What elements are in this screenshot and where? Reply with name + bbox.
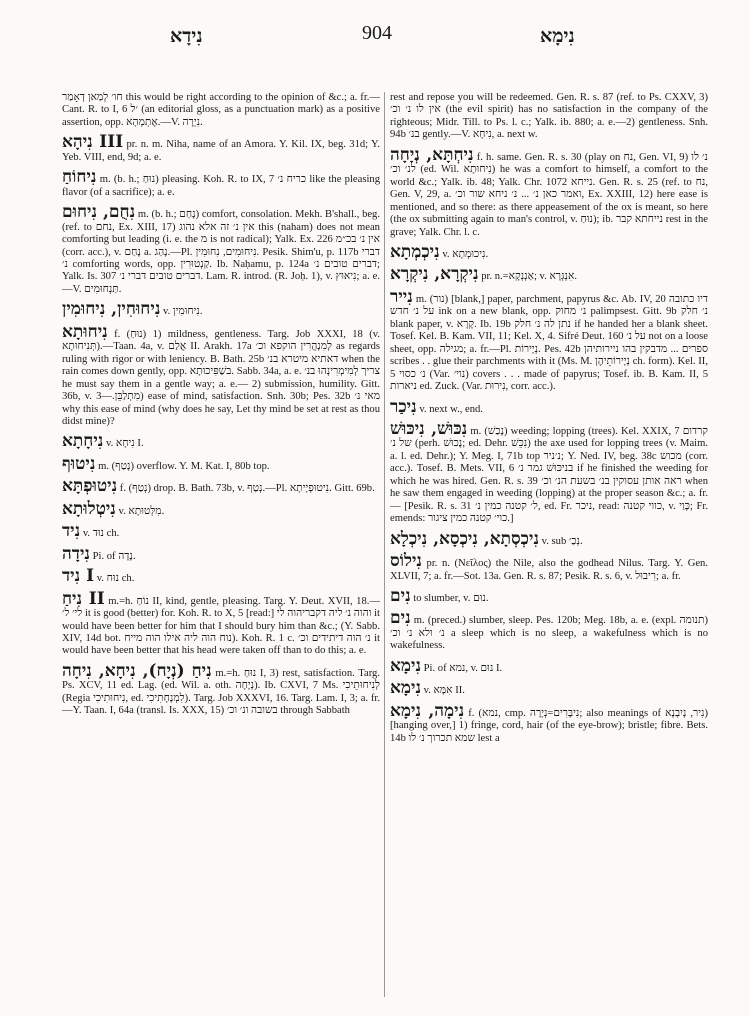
entry-definition: v. נִיכוּמְתָא. — [442, 248, 489, 260]
dictionary-entry — [62, 498, 380, 519]
entry-definition: v. sub נְכַ׳. — [541, 535, 583, 547]
dictionary-entry — [390, 241, 708, 262]
entry-headword: נִימָא — [390, 678, 421, 699]
entry-headword: נִיד — [62, 521, 81, 542]
dictionary-entry — [390, 92, 708, 142]
dictionary-entry — [390, 266, 708, 283]
page-number: 904 — [362, 22, 392, 44]
entry-headword: נִייר — [390, 286, 413, 307]
entry-headword: נִכּוּשׁ, נִיכּוּשׁ — [390, 418, 468, 439]
entry-definition: m. (b. h.; נוּחַ) pleasing. Koh. R. to IX, 7 כריח נ׳ like the pleasing flavor (of a sacrifice); a. e. — [62, 174, 380, 198]
left-running-head: נִידָא — [170, 26, 203, 47]
entry-headword: נִימָה, נִימָא — [390, 700, 465, 721]
entry-headword: נִיחוּחִין, נִיחוּמִין — [62, 299, 161, 320]
entry-headword: נִימָא — [390, 655, 421, 676]
right-column — [390, 92, 708, 1004]
entry-headword: נִיכְמְתָא — [390, 241, 440, 262]
dictionary-entry — [390, 144, 708, 239]
entry-definition: m. (נָכַשׁ) weeding; lopping (trees). Kel. XXIX, 7 קרדום של נ׳ (perh. נָכוּשׁ; ed. Dehr. נִכֵּשׁ) the axe used for lopping trees (v. Maim. a. l. ed. Dehr.); Y. Meg. I, 71b top נ׳ניר; Y. Ned. IV, beg. 38c מכוש (corr. acc.). Tosef. B. Mets. VII, 6 בניכּוּשׁ גמר נ׳ if he finished the weeding for which he was hired. Gen. R. s. 39 ראה אותן עסוקין בנ׳ בשעת הנ׳ וכ׳ when he saw them engaged in weeding (lopping) at the proper season &c.; a. fr.— [Pesik. R. s. 31 ל׳ קטנה כמין נ׳, ed. Fr. ניכר, read: כווי קטנה, v. כָּוַי; Fr. emends: כוי׳ קטנה כמין ציגור.] — [390, 425, 708, 525]
entry-definition: m. (b. h.; נָחַם) comfort, consolation. Mekh. B'shall., beg. (ref. to נחם, Ex. XIII, 17) אין נ׳ זה אלא נהוג this (naham) does not mean comforting but leading (i. e. the מ is not radical); Yalk. Ex. 226 אין נ׳ בכ״מ (corr. acc.), v. נָחַם a. נָהַג.—Pl. נִיחוּמִים, נִחוּמִין. Pesik. Shim'u, p. 117b דברי נ׳ comforting words, opp. קַנְטוּרִין. Ib. Naḥamu, p. 124a דברים טובים נ׳; Yalk. Is. 307 דברים טובים דברי נ׳. Lam. R. introd. (R. Joḥ. 1), v. נִיאוּץ; a. e.—V. תַּנְחוּמִים. — [62, 209, 380, 295]
entry-definition: v. נִיחוּמִין. — [163, 306, 203, 318]
entry-definition: to slumber, v. נוּם. — [413, 592, 489, 604]
entry-headword: נִיכְסְתָא, נִיכְסָא, נִיכְלָא — [390, 528, 539, 549]
entry-headword: נִיחוּתָא — [62, 321, 108, 342]
dictionary-entry — [62, 523, 380, 540]
entry-headword: נִיחָתָא — [62, 431, 104, 452]
entry-headword: נִידָה — [62, 543, 90, 564]
entry-definition: pr. n. m. Niha, name of an Amora. Y. Kil. IX, beg. 31d; Y. Yeb. VIII, end, 9d; a. e. — [62, 139, 380, 163]
entry-headword: נִיחַ II — [62, 588, 105, 609]
entry-headword: נִיקְרָא, נִיקְרָא — [390, 264, 479, 285]
dictionary-entry — [62, 433, 380, 450]
entry-headword: נִיחְתָּא, נְיָחָה — [390, 144, 474, 165]
entry-headword: נִיהָא III — [62, 132, 124, 153]
entry-headword: נִיד I — [62, 566, 95, 587]
entry-definition: v. נוּח ch. — [96, 573, 135, 585]
entry-definition: v. next w., end. — [419, 403, 483, 415]
entry-headword: נִילוֹס — [390, 551, 422, 572]
dictionary-entry — [62, 321, 380, 429]
entry-definition: f. (נְטַף) drop. B. Bath. 73b, v. נְטַף.—Pl. נִיטוּפְיָיתָא. Gitt. 69b. — [119, 483, 375, 495]
entry-headword: נִיטוּפְתָּא — [62, 476, 118, 497]
entry-headword: נִיחַ (נְיָח), נִיחָא, נִיחָה — [62, 660, 212, 681]
entry-definition: m. (נָטַף) overflow. Y. M. Kat. I, 80b top. — [98, 460, 270, 472]
entry-headword: נִיטְלוּתָא — [62, 498, 116, 519]
dictionary-entry — [390, 286, 708, 394]
entry-headword: נִיכַר — [390, 396, 417, 417]
entry-definition: pr. n.=אַנְנְקָא; v. אִנְגְּרָא. — [481, 271, 577, 283]
entry-definition: v. נִיחָא I. — [106, 438, 144, 450]
entry-headword: נִחֻם, נִיחוּם — [62, 202, 136, 223]
entry-headword: נִיחוֹחַ — [62, 167, 97, 188]
entry-headword: נִיטוּף — [62, 453, 96, 474]
entry-definition: m.=h. נוּחַ I, 3) rest, satisfaction. Targ. Ps. XCV, 11 ed. Lag. (ed. Wil. a. oth. נְיָחָה). Ib. CXVI, 7 Ms. לְנִיחוּתֵיכִי (Regia נִיחוּתִיכִי, ed. לִמְנָחָתִיכִי). Targ. Job XXXVI, 16. Targ. Lam. I, 3; a. fr.—Y. Taan. I, 64a (transl. Is. XXX, 15) בשובה ונ׳ וכ׳ through Sabbath — [62, 667, 380, 717]
dictionary-entry — [390, 553, 708, 583]
entry-headword: נִים — [390, 608, 411, 629]
dictionary-entry — [390, 528, 708, 549]
left-column — [62, 92, 380, 1004]
dictionary-entry — [390, 610, 708, 652]
entry-definition: pr. n. (Νεῖλος) the Nile, also the godhead Nilus. Targ. Y. Gen. XLVII, 7; a. fr.—Sot. 13a. Gen. R. s. 87; Pesik. R. s. 6, v. רִיבוּל; a. fr. — [390, 558, 708, 582]
entry-definition: f. h. same. Gen. R. s. 30 (play on נח, Gen. VI, 9) נ׳ לו לנ׳ וכ׳ (ed. Wil. נִיחוּתָא) he was a comfort to himself, a comfort to the world &c.; Yalk. ib. 48; Yalk. Chr. 1072 נייחא. Gen. R. s. 25 (ref. to נח, Gen. V, 29, a. ואמר כאן נ׳ ... נ׳ ניחא שור וכ׳, Ex. XXIII, 12) here ease is mentioned, and so there: as there appeasement of the ox is meant, so here (the ox submitting again to man's control, v. נוּחַ); ib. נייחתא קבר rest in the grave; Yalk. Chr. l. c. — [390, 151, 708, 238]
column-divider — [384, 92, 385, 997]
dictionary-entry — [62, 301, 380, 318]
dictionary-entry — [62, 478, 380, 495]
entry-definition: v. מִלְּטוּתָא. — [118, 505, 165, 517]
entry-definition: m. (נור) [blank,] paper, parchment, papyrus &c. Ab. IV, 20 דיו כתובה על נ׳ חדש ink on a new blank, opp. נ׳ מחוק palimpsest. Gitt. 9b נ׳ חלק blank paper, v. קָרָא. Ib. 19b נתן לה נ׳ חלק if he handed her a blank sheet. Tosef. Kel. B. Kam. VII, 11; Kel. X, 4. Sifré Deut. 160 על נ׳ not on a loose sheet, opp. מגילה; a. fr.—Pl. נְיָירוֹת. Pes. 42b ספרים ... מדבקין בהו ניירותיהן scribes . . glue their parchments with it (Ms. M. נְיָירוֹתֵיהֶן ch. form). Kel. II, 5 נ׳ כסוי (Var. נוי׳) covers . . . made of papyrus; Tosef. ib. B. Kam. II, 5 ניארות ed. Zuck. (Var. נִירוּת, corr. acc.). — [390, 293, 708, 393]
entry-headword: נִים — [390, 585, 411, 606]
entry-definition: f. (נמא, cmp. נִיבָּרִים=נְיָרָה; also meanings of נִיר, נְיִבְנָא) [hanging over,] 1) fringe, cord, hair (of the eye-brow); bristle; fibre. Bets. 14b שמא תכרוך נ׳ לו lest a — [390, 707, 708, 744]
dictionary-entry — [62, 92, 380, 129]
entry-definition: חו׳ לְמַאן דְאָמַר this would be right according to the opinion of &c.; a. fr.—Cant. R. to I, 6 ׳ל (an editorial gloss, as a punctuation mark) as a positive assertion, opp. אֶתְמְהָא.—V. נִיְרָה. — [62, 92, 380, 128]
entry-definition: Pi. of נָדָה. — [92, 550, 136, 562]
entry-definition: v. נוּד ch. — [82, 528, 120, 540]
right-running-head: נִימָא — [540, 26, 575, 47]
dictionary-entry — [62, 543, 380, 564]
page-header — [0, 18, 750, 58]
dictionary-entry — [390, 700, 708, 745]
dictionary-entry — [390, 680, 708, 697]
dictionary-entry — [62, 568, 380, 585]
dictionary-entry — [62, 453, 380, 474]
dictionary-entry — [62, 588, 380, 658]
dictionary-entry — [390, 655, 708, 676]
dictionary-entry — [62, 169, 380, 199]
entry-definition: v. אִמָּא II. — [423, 685, 465, 697]
entry-definition: m.=h. נוֹחַ II, kind, gentle, pleasing. Targ. Y. Deut. XVII, 18.—לי׳ ל׳ it is good (better) for. Koh. R. to X, 5 [read:] והוה נ׳ ליה דקבריהוה לי it would have been better for him that I should bury him than &c.; (Y. Sabb. XIV, 14d bot. נוח הוה ליה אילו הוה מייח). Koh. R. 1 c. נ׳ הוה דיתידים וכ׳ it would have been better that his head were taken off than to do this; a. e. — [62, 595, 380, 657]
dictionary-entry — [62, 204, 380, 296]
entry-definition: m. (preced.) slumber, sleep. Pes. 120b; Meg. 18b, a. e. (expl. תנומה) נ׳ ולא נ׳ וכ׳ a sleep which is no sleep, a wakefulness which is no wakefulness. — [390, 615, 708, 652]
dictionary-entry — [390, 396, 708, 417]
dictionary-entry — [390, 418, 708, 526]
dictionary-entry — [62, 660, 380, 718]
entry-definition: rest and repose you will be redeemed. Gen. R. s. 87 (ref. to Ps. CXXV, 3) אין לו נ׳ וכ׳ (the evil spirit) has no satisfaction in the company of the righteous; Midr. Till. to Ps. l. c.; Yalk. ib. 880; a. e.—2) gentleness. Snh. 94b בנ׳ gently.—V. נִיחָא, a. next w. — [390, 92, 708, 141]
entry-definition: f. (נוּחַ) 1) mildness, gentleness. Targ. Job XXXI, 18 (v. תְּנִיחוּתָא).—Taan. 4a, v. אֲלַם II. Arakh. 17a לְמִנְהֲרִין הוקפא וכ׳ as regards ruling with rigor or with leniency. B. Bath. 25b דאתיא מיטרא בנ׳ when the rain comes down gently, opp. בשַׁפִּיכוּתָא. Sabb. 34a, a. e. צריך לְמִימְרִינְהוּ בנ׳ he must say them in a gentle way; a. e.— 2) submission, humility. Gitt. 36b, v. מִתְלַבֵּן.—3) ease of mind, satisfaction. Snh. 30b; Pes. 32b מאי נ׳ why this ease of mind (why does he say, Let thy mind be set at rest as thou didst mine)? — [62, 328, 380, 427]
dictionary-entry — [390, 585, 708, 606]
dictionary-entry — [62, 134, 380, 164]
entry-definition: Pi. of נמא, v. נוּם I. — [423, 662, 503, 674]
